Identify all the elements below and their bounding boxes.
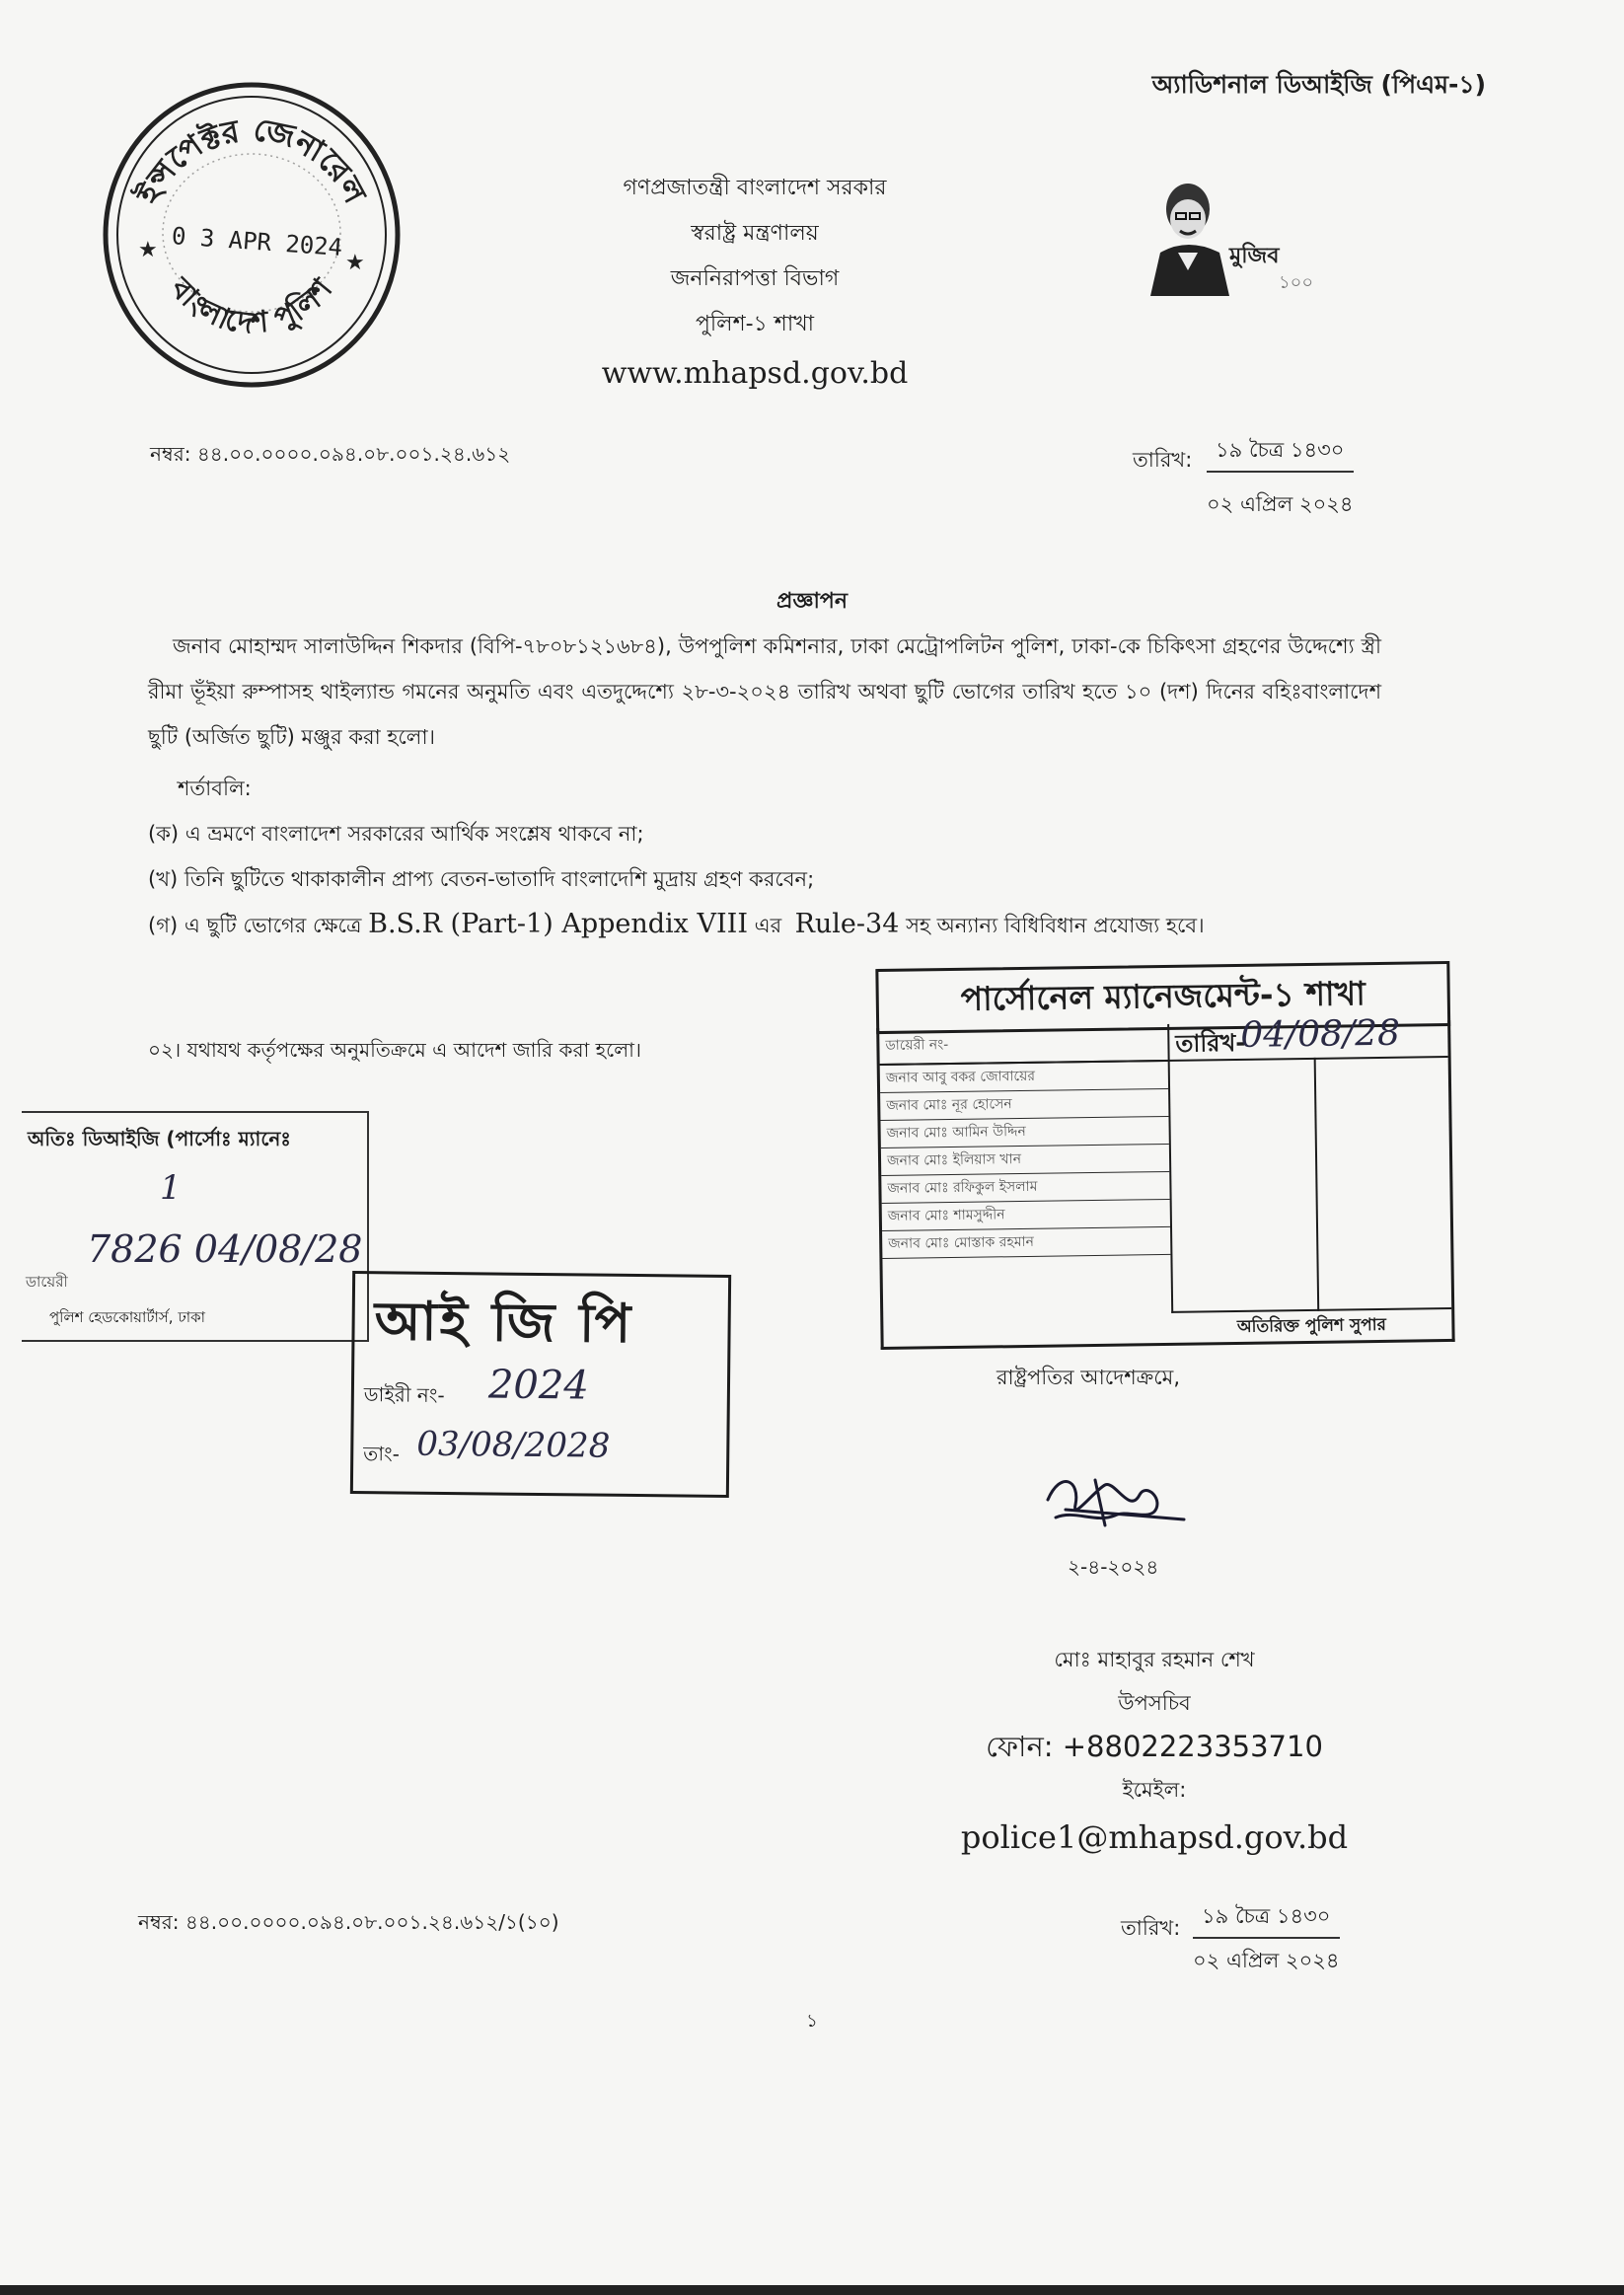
pm-stamp-date-label: তারিখ- [1175,1028,1246,1058]
notice-body: জনাব মোহাম্মদ সালাউদ্দিন শিকদার (বিপি-৭৮০৮১২১৬৮৪), উপপুলিশ কমিশনার, ঢাকা মেট্রোপলিটন পুলিশ, ঢাকা-কে চিকিৎসা গ্রহণের উদ্দেশ্যে স্ত্রী রীমা ভূঁইয়া রুম্পাসহ থাইল্যান্ড গমনের অনুমতি এবং এতদুদ্দেশ্যে ২৮-৩-২০২৪ তারিখ অথবা ছুটি ভোগের তারিখ হতে ১০ (দশ) দিনের বহিঃবাংলাদেশ ছুটি (অর্জিত ছুটি) মঞ্জুর করা হলো। [148,634,1381,749]
condition-ga [148,902,1381,948]
personnel-management-stamp [875,961,1454,1350]
date-label: তারিখ: [1133,448,1193,472]
footer-date [1121,1900,1340,1979]
pm-stamp-officer-list [879,1024,1173,1317]
header-line-branch: পুলিশ-১ শাখা [695,312,815,336]
addl-stamp-title: অতিঃ ডিআইজি (পার্সোঃ ম্যানেঃ [28,1127,291,1150]
addl-stamp-diary-label: ডায়েরী [26,1273,68,1291]
signature-date: ২-৪-২০২৪ [1068,1555,1159,1579]
igp-diary-number: 2024 [487,1362,590,1409]
signatory-block [888,1638,1421,1859]
addl-stamp-hw-number: 1 [160,1168,182,1208]
pm-stamp-row: জনাব মোঃ ইলিয়াস খান [881,1145,1169,1176]
date-gregorian: ০২ এপ্রিল ২০২৪ [1206,492,1354,516]
government-header [513,166,997,397]
igp-stamp [350,1271,731,1498]
condition-ga-mid: এর [754,914,782,937]
header-line-ministry: স্বরাষ্ট্র মন্ত্রণালয় [691,221,819,246]
condition-ga-rule2: Rule-34 [794,909,900,939]
condition-ga-rule: B.S.R (Part-1) Appendix VIII [368,909,748,939]
header-line-government: গণপ্রজাতন্ত্রী বাংলাদেশ সরকার [623,176,887,200]
signatory-email-label: ইমেইল: [1122,1778,1187,1802]
footer-memo-number: নম্বর: ৪৪.০০.০০০০.০৯৪.০৮.০০১.২৪.৬১২/১(১০) [138,1910,559,1934]
footer-date-label: তারিখ: [1121,1916,1181,1940]
memo-date [1133,434,1354,523]
pm-stamp-title: পার্সোনেল ম্যানেজমেন্ট-১ শাখা [875,961,1450,1034]
header-line-division: জননিরাপত্তা বিভাগ [670,266,840,291]
addl-stamp-footer: পুলিশ হেডকোয়ার্টার্স, ঢাকা [49,1308,206,1326]
signatory-phone: ফোন: +8802223353710 [986,1730,1323,1763]
by-order-of-president: রাষ্ট্রপতির আদেশক্রমে, [997,1366,1180,1389]
memo-number: নম্বর: ৪৪.০০.০০০০.০৯৪.০৮.০০১.২৪.৬১২ [150,442,511,466]
pm-stamp-row: জনাব মোঃ আমিন উদ্দিন [880,1117,1168,1148]
office-designation-label: অ্যাডিশনাল ডিআইজি (পিএম-১) [1151,70,1486,99]
igp-stamp-title: আই জি পি [374,1290,634,1355]
point-two: ০২। যথাযথ কর্তৃপক্ষের অনুমতিক্রমে এ আদেশ জারি করা হলো। [148,1038,642,1062]
condition-ga-suffix: সহ অন্যান্য বিধিবিধান প্রযোজ্য হবে। [906,914,1205,937]
igp-diary-label: ডাইরী নং- [363,1382,445,1407]
condition-kha: (খ) তিনি ছুটিতে থাকাকালীন প্রাপ্য বেতন-ভাতাদি বাংলাদেশি মুদ্রায় গ্রহণ করবেন; [148,867,815,891]
conditions-list [148,766,1381,948]
date-bengali: ১৯ চৈত্র ১৪৩০ [1207,434,1354,473]
pm-stamp-row: জনাব মোঃ মোস্তাক রহমান [882,1227,1170,1259]
seal-top-text: ইন্সপেক্টর জেনারেল [128,110,375,210]
website-link[interactable]: www.mhapsd.gov.bd [601,356,909,391]
pm-stamp-date: 04/08/28 [1240,1012,1401,1056]
pm-stamp-row: জনাব মোঃ রফিকুল ইসলাম [881,1172,1169,1204]
seal-date: 0 3 APR 2024 [171,222,344,262]
mujib-100-logo [1131,168,1314,296]
logo-text: মুজিব [1229,244,1280,268]
logo-sub-text: ১০০ [1279,272,1314,293]
pm-stamp-row: জনাব মোঃ নূর হোসেন [880,1089,1168,1121]
addl-dig-stamp [22,1111,369,1342]
notice-title: প্রজ্ঞাপন [776,589,848,614]
footer-date-bengali: ১৯ চৈত্র ১৪৩০ [1193,1900,1340,1939]
signatory-designation: উপসচিব [1118,1691,1191,1715]
pm-stamp-row: জনাব মোঃ শামসুদ্দীন [882,1200,1170,1231]
pm-stamp-row: ডায়েরী নং- [879,1024,1168,1066]
seal-bottom-text: বাংলাদেশ পুলিশ [163,271,340,341]
pm-stamp-row: জনাব আবু বকর জোবায়ের [880,1062,1168,1093]
conditions-heading: শর্তাবলি: [178,777,252,800]
scan-edge [0,2285,1624,2295]
condition-ka: (ক) এ ভ্রমণে বাংলাদেশ সরকারের আর্থিক সংশ্লেষ থাকবে না; [148,822,644,846]
seal-star-right: ★ [345,251,365,275]
seal-star-left: ★ [138,238,158,262]
round-seal [99,77,405,393]
signatory-email[interactable]: police1@mhapsd.gov.bd [960,1818,1349,1856]
signature-scribble [1036,1460,1194,1539]
page-number: ১ [806,2011,818,2032]
pm-stamp-signatory: অতিরিক্ত পুলিশ সুপার [1171,1307,1451,1343]
footer-date-gregorian: ০২ এপ্রিল ২০২৪ [1192,1949,1340,1972]
addl-stamp-hw-line: 7826 04/08/28 [87,1227,363,1271]
signatory-name: মোঃ মাহাবুর রহমান শেখ [1054,1648,1255,1671]
condition-ga-prefix: (গ) এ ছুটি ভোগের ক্ষেত্রে [148,914,362,937]
igp-date-label: তাং- [363,1442,401,1466]
igp-date: 03/08/2028 [416,1424,611,1466]
